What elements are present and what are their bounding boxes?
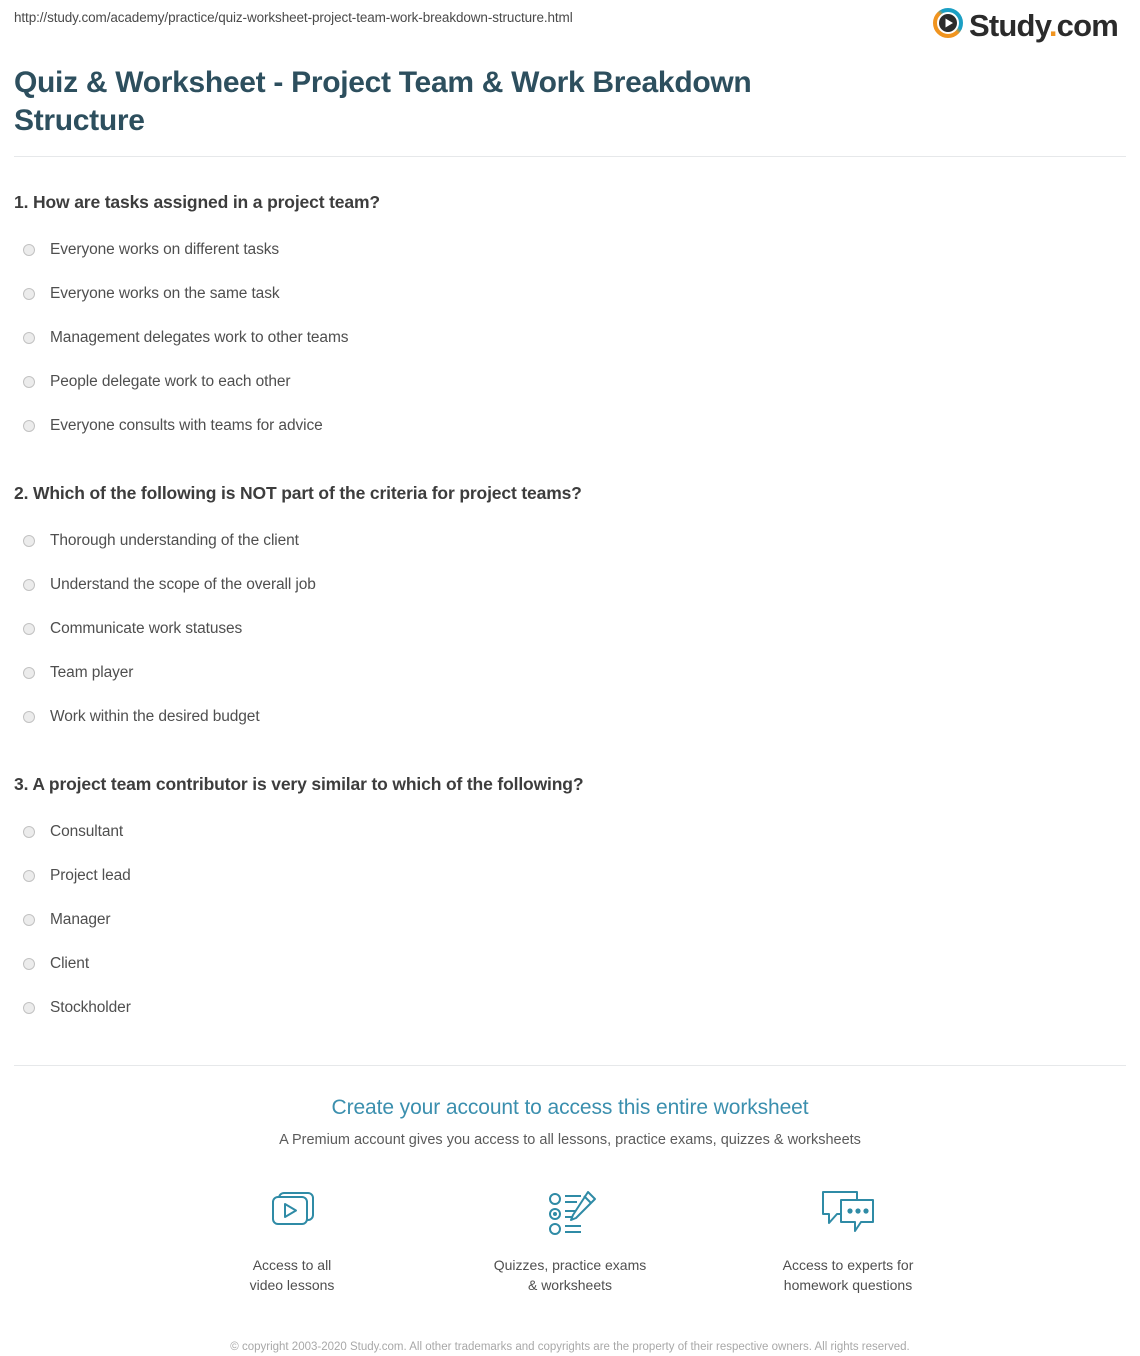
- study-com-logo[interactable]: [933, 8, 1118, 42]
- radio-button-icon[interactable]: [23, 376, 35, 388]
- answer-option-label: Communicate work statuses: [50, 620, 243, 637]
- answer-option[interactable]: [14, 651, 1126, 695]
- answer-option-label: People delegate work to each other: [50, 373, 291, 390]
- quiz-body: [0, 157, 1140, 1030]
- logo-wordmark: Study.com: [969, 7, 1118, 43]
- radio-button-icon[interactable]: [23, 288, 35, 300]
- feature-label: Access to experts for homework questions: [782, 1257, 914, 1293]
- question-block: [14, 448, 1126, 739]
- answer-option-label: Understand the scope of the overall job: [50, 576, 316, 593]
- feature-item-experts: [768, 1183, 928, 1295]
- feature-item-video-lessons: [212, 1183, 372, 1295]
- answer-option-label: Work within the desired budget: [50, 708, 260, 725]
- speech-bubbles-icon: [768, 1183, 928, 1245]
- radio-button-icon[interactable]: [23, 667, 35, 679]
- answer-option-label: Everyone works on the same task: [50, 285, 280, 302]
- answer-option[interactable]: [14, 563, 1126, 607]
- answer-option-label: Client: [50, 955, 90, 972]
- cta-heading[interactable]: Create your account to access this entire worksheet: [331, 1096, 809, 1119]
- answer-option[interactable]: [14, 272, 1126, 316]
- page-url: http://study.com/academy/practice/quiz-worksheet-project-team-work-breakdown-structure.html: [14, 10, 573, 25]
- radio-button-icon[interactable]: [23, 1002, 35, 1014]
- play-circle-icon: [933, 8, 963, 42]
- feature-label: Access to all video lessons: [249, 1257, 335, 1293]
- answer-option[interactable]: [14, 360, 1126, 404]
- radio-button-icon[interactable]: [23, 870, 35, 882]
- radio-button-icon[interactable]: [23, 332, 35, 344]
- radio-button-icon[interactable]: [23, 711, 35, 723]
- video-lessons-icon: [212, 1183, 372, 1245]
- answer-option-label: Consultant: [50, 823, 124, 840]
- question-block: [14, 739, 1126, 1030]
- answer-option[interactable]: [14, 810, 1126, 854]
- copyright-text: © copyright 2003-2020 Study.com. All other trademarks and copyrights are the property of their respective owners. All rights reserved.: [230, 1341, 910, 1353]
- feature-list: [0, 1183, 1140, 1295]
- question-block: [14, 157, 1126, 448]
- cta-subheading: A Premium account gives you access to all lessons, practice exams, quizzes & worksheets: [279, 1132, 861, 1148]
- answer-option[interactable]: [14, 695, 1126, 739]
- answer-option[interactable]: [14, 404, 1126, 448]
- question-title: 1. How are tasks assigned in a project team?: [14, 192, 380, 212]
- radio-button-icon[interactable]: [23, 623, 35, 635]
- answer-option-label: Everyone consults with teams for advice: [50, 417, 323, 434]
- answer-option-label: Stockholder: [50, 999, 131, 1016]
- answer-option[interactable]: [14, 519, 1126, 563]
- title-section: [0, 52, 1140, 140]
- answer-option[interactable]: [14, 228, 1126, 272]
- radio-button-icon[interactable]: [23, 244, 35, 256]
- answer-option-label: Manager: [50, 911, 111, 928]
- answer-option-label: Management delegates work to other teams: [50, 329, 349, 346]
- page-title: Quiz & Worksheet - Project Team & Work Breakdown Structure: [14, 66, 752, 137]
- radio-button-icon[interactable]: [23, 420, 35, 432]
- quiz-worksheet-pencil-icon: [490, 1183, 650, 1245]
- answer-option-label: Project lead: [50, 867, 131, 884]
- radio-button-icon[interactable]: [23, 958, 35, 970]
- answer-option-label: Everyone works on different tasks: [50, 241, 280, 258]
- answer-option[interactable]: [14, 607, 1126, 651]
- page-header: [0, 0, 1140, 52]
- radio-button-icon[interactable]: [23, 535, 35, 547]
- answer-option[interactable]: [14, 854, 1126, 898]
- create-account-cta: [0, 1066, 1140, 1356]
- radio-button-icon[interactable]: [23, 579, 35, 591]
- answer-option[interactable]: [14, 316, 1126, 360]
- radio-button-icon[interactable]: [23, 826, 35, 838]
- question-title: 3. A project team contributor is very similar to which of the following?: [14, 774, 584, 794]
- question-title: 2. Which of the following is NOT part of the criteria for project teams?: [14, 483, 582, 503]
- feature-item-quizzes: [490, 1183, 650, 1295]
- answer-option-label: Team player: [50, 664, 134, 681]
- answer-option[interactable]: [14, 942, 1126, 986]
- answer-option-label: Thorough understanding of the client: [50, 532, 299, 549]
- feature-label: Quizzes, practice exams & worksheets: [493, 1257, 647, 1293]
- answer-option[interactable]: [14, 986, 1126, 1030]
- answer-option[interactable]: [14, 898, 1126, 942]
- radio-button-icon[interactable]: [23, 914, 35, 926]
